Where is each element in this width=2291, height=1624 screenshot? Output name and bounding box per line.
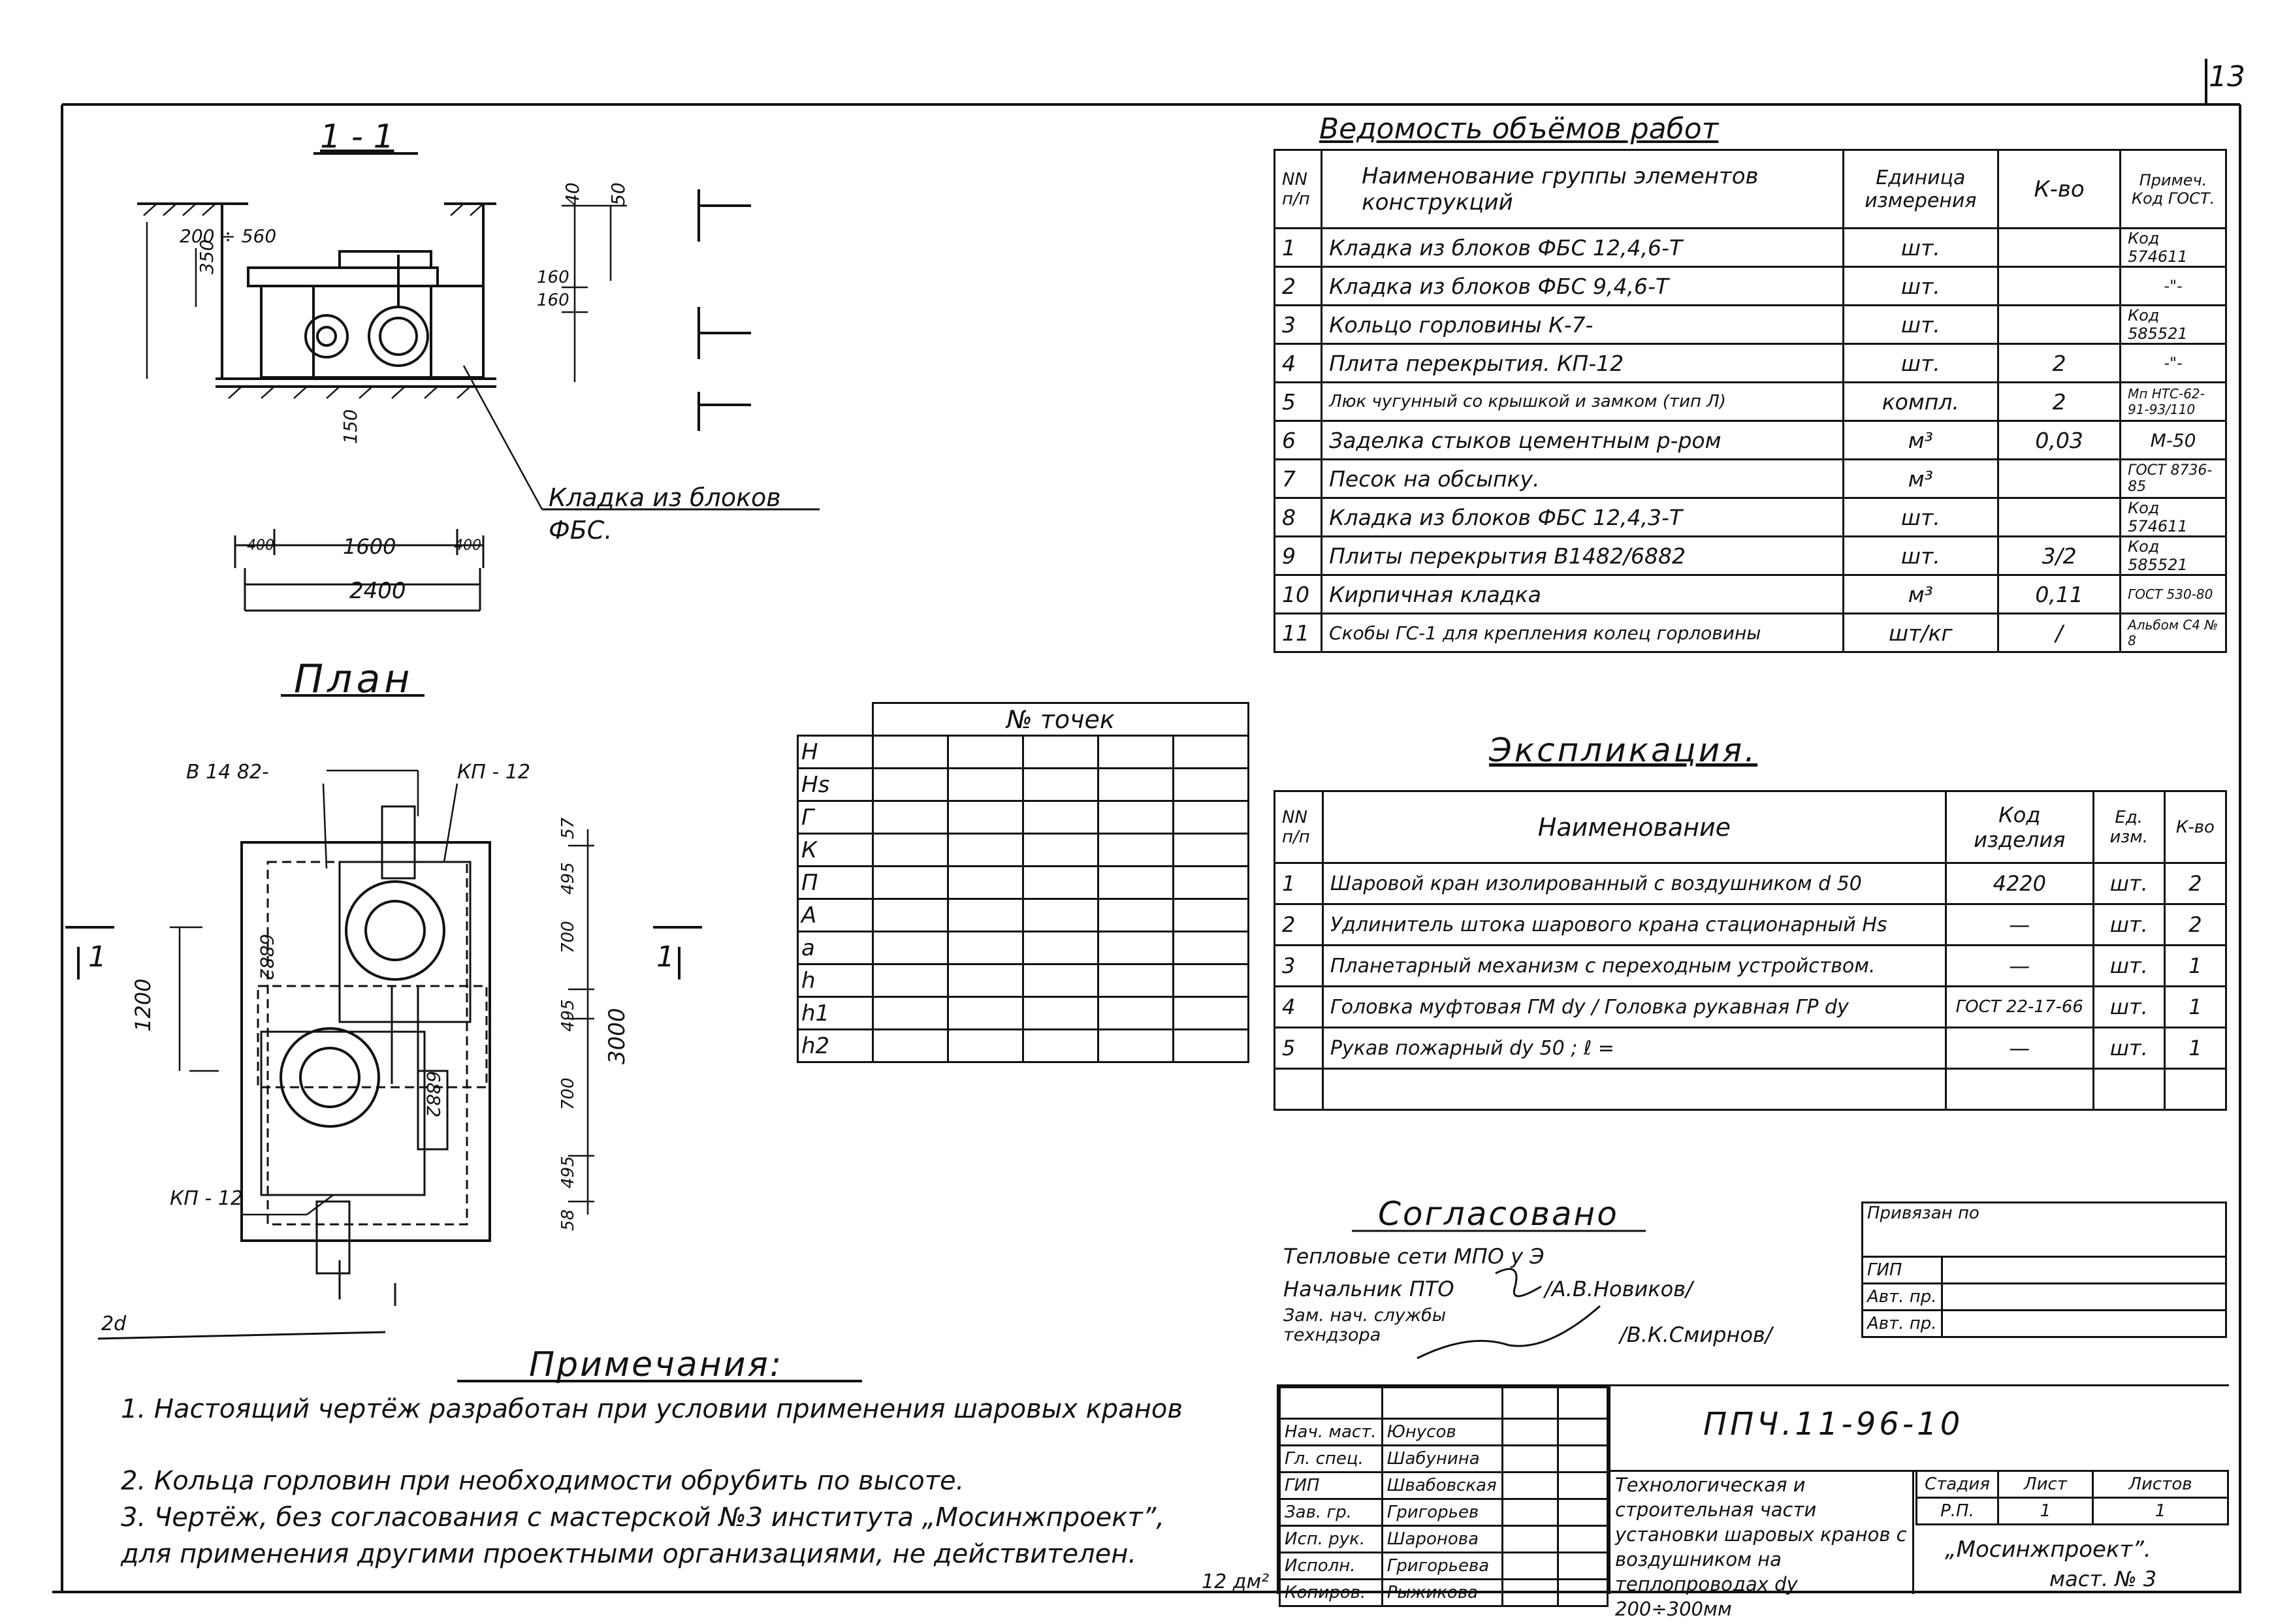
points-row-label: Н [798, 736, 873, 769]
stamp-roles-table [1279, 1386, 1609, 1607]
section-dim-top: 200 ÷ 560 [180, 225, 277, 247]
cell: Код 574611 [2121, 229, 2226, 267]
table-row [1275, 383, 2226, 421]
stamp-sheets-header: Листов [2093, 1471, 2228, 1498]
stamp-stage: Р.П. [1917, 1498, 1998, 1525]
approval-role-2: Начальник ПТО [1283, 1277, 1454, 1301]
cell: Удлинитель штока шарового крана стационарный Нs [1322, 904, 1946, 946]
volumes-table [1274, 149, 2227, 653]
cell: Код 585521 [2121, 537, 2226, 575]
volumes-header-name: Наименование группы элементов конструкций [1322, 150, 1844, 229]
plan-dim-700-a: 700 [558, 921, 578, 953]
cell: шт. [1843, 344, 1998, 383]
cell: Мп НТС-62-91-93/110 [2121, 383, 2226, 421]
approval-role-3: Зам. нач. службы техндзора [1283, 1305, 1447, 1345]
points-row-label: Г [798, 801, 873, 834]
stamp-role-row [1280, 1473, 1608, 1499]
plan-label-kp12-bottom: КП - 12 [170, 1187, 243, 1210]
cell: 5 [1275, 383, 1322, 421]
cell: шт. [2093, 946, 2164, 987]
cell: — [1946, 904, 2093, 946]
cell: 11 [1275, 614, 1322, 652]
plan-cut-right: 1 [656, 940, 675, 974]
cell: шт/кг [1843, 614, 1998, 652]
points-row-label: h2 [798, 1030, 873, 1062]
cell: ГОСТ 22-17-66 [1946, 987, 2093, 1028]
note-1: 1. Настоящий чертёж разработан при условии применения шаровых кранов [121, 1394, 1183, 1424]
cell: 3/2 [1998, 537, 2121, 575]
cell: Кладка из блоков ФБС 12,4,3-Т [1322, 498, 1844, 537]
cell: Плиты перекрытия В1482/6882 [1322, 537, 1844, 575]
points-table-header: № точек [873, 703, 1249, 736]
cell: 7 [1275, 460, 1322, 498]
points-row-label: h [798, 964, 873, 997]
cell: Кладка из блоков ФБС 9,4,6-Т [1322, 267, 1844, 306]
cell: Шабунина [1382, 1446, 1502, 1473]
cell: 4220 [1946, 863, 2093, 904]
binding-row: ГИП [1863, 1257, 1942, 1284]
approval-title: Согласовано [1378, 1195, 1619, 1233]
table-row [1275, 614, 2226, 652]
note-2: 2. Кольца горловин при необходимости обрубить по высоте. [121, 1466, 965, 1496]
volumes-header-note: Примеч. Код ГОСТ. [2121, 150, 2226, 229]
approval-line-1: Тепловые сети МПО у Э [1283, 1244, 1545, 1269]
explication-header-name: Наименование [1322, 791, 1946, 863]
stamp-sheet-header: Лист [1998, 1471, 2093, 1498]
plan-dim-57: 57 [558, 817, 578, 839]
plan-dim-58: 58 [558, 1209, 578, 1231]
cell: Альбом С4 № 8 [2121, 614, 2226, 652]
points-row-label: Нs [798, 769, 873, 801]
plan-dim-495-b: 495 [558, 999, 578, 1032]
cell: Юнусов [1382, 1419, 1502, 1446]
section-dim-right-c: 160 [537, 268, 569, 287]
cell: Плита перекрытия. КП-12 [1322, 344, 1844, 383]
section-dim-left: 350 [196, 239, 217, 274]
volumes-header-qty: К-во [1998, 150, 2121, 229]
cell: м³ [1843, 421, 1998, 460]
plan-cut-left: 1 [88, 940, 106, 974]
cell: Швабовская [1382, 1473, 1502, 1499]
cell: шт. [2093, 863, 2164, 904]
cell: 10 [1275, 575, 1322, 614]
explication-header-num: NN п/п [1275, 791, 1323, 863]
cell [1998, 306, 2121, 344]
cell: -"- [2121, 267, 2226, 306]
table-row [1275, 460, 2226, 498]
approval-name-3: /В.К.Смирнов/ [1620, 1322, 1772, 1347]
section-dim-bottom: 150 [340, 409, 361, 444]
cell: Скобы ГС-1 для крепления колец горловины [1322, 614, 1844, 652]
cell: компл. [1843, 383, 1998, 421]
stamp-title-text: Технологическая и строительная части установки шаровых кранов с воздушником на теплопроводах dy 200÷300мм [1615, 1474, 1907, 1620]
points-row-label: а [798, 932, 873, 964]
cell: ГОСТ 530-80 [2121, 575, 2226, 614]
cell: Кирпичная кладка [1322, 575, 1844, 614]
note-3: 3. Чертёж, без согласования с мастерской №3 института „Мосинжпроект”, для применения другими проектными организациями, не действителен. [121, 1503, 1165, 1569]
stamp-code: ППЧ.11-96-10 [1703, 1406, 1964, 1442]
cell: Шаронова [1382, 1526, 1502, 1553]
stamp-role-row [1280, 1526, 1608, 1553]
cell: — [1946, 1028, 2093, 1069]
strip-dim-left: 400 [247, 537, 274, 554]
cell: 1 [1275, 863, 1323, 904]
cell: 5 [1275, 1028, 1323, 1069]
points-row-label: h1 [798, 997, 873, 1030]
cell: Григорьева [1382, 1553, 1502, 1580]
cell: Шаровой кран изолированный с воздушником d 50 [1322, 863, 1946, 904]
table-row [1275, 421, 2226, 460]
cell: шт. [1843, 498, 1998, 537]
stamp-org: „Мосинжпроект”. [1945, 1536, 2151, 1563]
approval-name-2: /А.В.Новиков/ [1545, 1277, 1693, 1301]
cell: Код 585521 [2121, 306, 2226, 344]
cell: М-50 [2121, 421, 2226, 460]
cell: Рукав пожарный dy 50 ; ℓ = [1322, 1028, 1946, 1069]
section-callout-2: ФБС. [549, 516, 613, 545]
cell: ГИП [1280, 1473, 1383, 1499]
cell: 4 [1275, 987, 1323, 1028]
table-row [1275, 267, 2226, 306]
table-row [1275, 344, 2226, 383]
section-dim-right-b: 50 [607, 182, 629, 206]
points-row-label: К [798, 834, 873, 867]
cell: Планетарный механизм с переходным устройством. [1322, 946, 1946, 987]
cell: Кольцо горловины К-7- [1322, 306, 1844, 344]
binding-table [1861, 1202, 2227, 1338]
cell: 2 [1998, 383, 2121, 421]
cell: Копиров. [1280, 1580, 1383, 1606]
plan-bottom-label: 2d [101, 1313, 127, 1335]
table-row [1275, 306, 2226, 344]
cell: 6 [1275, 421, 1322, 460]
explication-header-qty: К-во [2164, 791, 2226, 863]
cell: шт. [1843, 267, 1998, 306]
points-table [797, 702, 1249, 1063]
plan-label-kp12-top: КП - 12 [457, 761, 530, 784]
table-row [1275, 229, 2226, 267]
table-row [1275, 1028, 2226, 1069]
strip-dim-total: 2400 [349, 578, 406, 604]
notes-title: Примечания: [529, 1345, 784, 1384]
stamp-stage-header: Стадия [1917, 1471, 1998, 1498]
table-row [1275, 537, 2226, 575]
stamp-org-2: маст. № 3 [2049, 1567, 2157, 1591]
cell: шт. [2093, 904, 2164, 946]
explication-table [1274, 790, 2227, 1111]
cell: 2 [1275, 904, 1323, 946]
cell: Григорьев [1382, 1499, 1502, 1526]
cell: Нач. маст. [1280, 1419, 1383, 1446]
plan-label-b1482: В 14 82- [186, 761, 269, 784]
binding-row: Авт. пр. [1863, 1284, 1942, 1311]
table-row [1275, 575, 2226, 614]
table-row [1275, 946, 2226, 987]
cell: 0,11 [1998, 575, 2121, 614]
section-dim-right-d: 160 [537, 291, 569, 310]
cell: Код 574611 [2121, 498, 2226, 537]
stamp-role-row [1280, 1419, 1608, 1446]
stamp-stage-table [1915, 1470, 2229, 1525]
cell: Головка муфтовая ГМ dy / Головка рукавная ГР dy [1322, 987, 1946, 1028]
points-row-label: П [798, 867, 873, 899]
stamp-role-row [1280, 1553, 1608, 1580]
binding-row: Авт. пр. [1863, 1311, 1942, 1337]
plan-dim-1200: 1200 [131, 978, 155, 1032]
table-row [1275, 863, 2226, 904]
stamp-role-row [1280, 1580, 1608, 1606]
stamp-vertical-2 [1912, 1470, 1914, 1594]
stamp-block [1277, 1384, 2229, 1620]
points-row-label: А [798, 899, 873, 932]
cell: Песок на обсыпку. [1322, 460, 1844, 498]
cell: 3 [1275, 946, 1323, 987]
stamp-sheets: 1 [2093, 1498, 2228, 1525]
volumes-title: Ведомость объёмов работ [1319, 112, 1719, 146]
cell: шт. [1843, 537, 1998, 575]
table-row [1275, 498, 2226, 537]
cell: Заделка стыков цементным р-ром [1322, 421, 1844, 460]
plan-title: План [294, 656, 414, 702]
stamp-role-row [1280, 1499, 1608, 1526]
cell: / [1998, 614, 2121, 652]
sheet-number: 13 [2209, 60, 2245, 93]
plan-dim-700-b: 700 [558, 1077, 578, 1110]
cell: Исполн. [1280, 1553, 1383, 1580]
section-dim-right-a: 40 [562, 182, 583, 206]
cell: Зав. гр. [1280, 1499, 1383, 1526]
cell: 1 [2164, 987, 2226, 1028]
cell: ГОСТ 8736-85 [2121, 460, 2226, 498]
cell [1998, 267, 2121, 306]
cell: — [1946, 946, 2093, 987]
explication-header-unit: Ед. изм. [2093, 791, 2164, 863]
table-row [1275, 987, 2226, 1028]
plan-dim-495-a: 495 [558, 862, 578, 895]
cell: 4 [1275, 344, 1322, 383]
cell: м³ [1843, 460, 1998, 498]
cell: 1 [2164, 1028, 2226, 1069]
cell: 1 [2164, 946, 2226, 987]
cell [1998, 229, 2121, 267]
cell: 2 [1275, 267, 1322, 306]
cell [1998, 498, 2121, 537]
table-row [1275, 904, 2226, 946]
cell: Люк чугунный со крышкой и замком (тип Л) [1322, 383, 1844, 421]
stamp-format: 12 дм² [1202, 1570, 1270, 1593]
volumes-header-unit: Единица измерения [1843, 150, 1998, 229]
binding-title: Привязан по [1863, 1203, 2226, 1257]
cell: 2 [2164, 904, 2226, 946]
plan-dim-3000: 3000 [604, 1008, 630, 1064]
cell: 3 [1275, 306, 1322, 344]
cell: -"- [2121, 344, 2226, 383]
cell: Рыжикова [1382, 1580, 1502, 1606]
cell [1998, 460, 2121, 498]
cell: 0,03 [1998, 421, 2121, 460]
stamp-vertical-1 [1609, 1386, 1610, 1594]
plan-label-6882-b: 6882 [423, 1071, 444, 1118]
cell: 8 [1275, 498, 1322, 537]
cell: Исп. рук. [1280, 1526, 1383, 1553]
explication-title: Экспликация. [1489, 731, 1758, 769]
cell: шт. [2093, 1028, 2164, 1069]
plan-label-6882-a: 6882 [256, 934, 278, 981]
stamp-role-row [1280, 1446, 1608, 1473]
strip-dim-middle: 1600 [343, 534, 396, 559]
cell: шт. [2093, 987, 2164, 1028]
plan-dim-495-c: 495 [558, 1156, 578, 1188]
section-title: 1 - 1 [320, 118, 394, 155]
cell: 2 [2164, 863, 2226, 904]
cell: шт. [1843, 306, 1998, 344]
stamp-sheet: 1 [1998, 1498, 2093, 1525]
explication-header-code: Код изделия [1946, 791, 2093, 863]
cell: Гл. спец. [1280, 1446, 1383, 1473]
section-callout: Кладка из блоков [549, 483, 781, 512]
cell: 9 [1275, 537, 1322, 575]
volumes-header-num: NN п/п [1275, 150, 1322, 229]
strip-dim-right: 400 [454, 537, 481, 554]
cell: 1 [1275, 229, 1322, 267]
cell: шт. [1843, 229, 1998, 267]
cell: Кладка из блоков ФБС 12,4,6-Т [1322, 229, 1844, 267]
cell: м³ [1843, 575, 1998, 614]
cell: 2 [1998, 344, 2121, 383]
